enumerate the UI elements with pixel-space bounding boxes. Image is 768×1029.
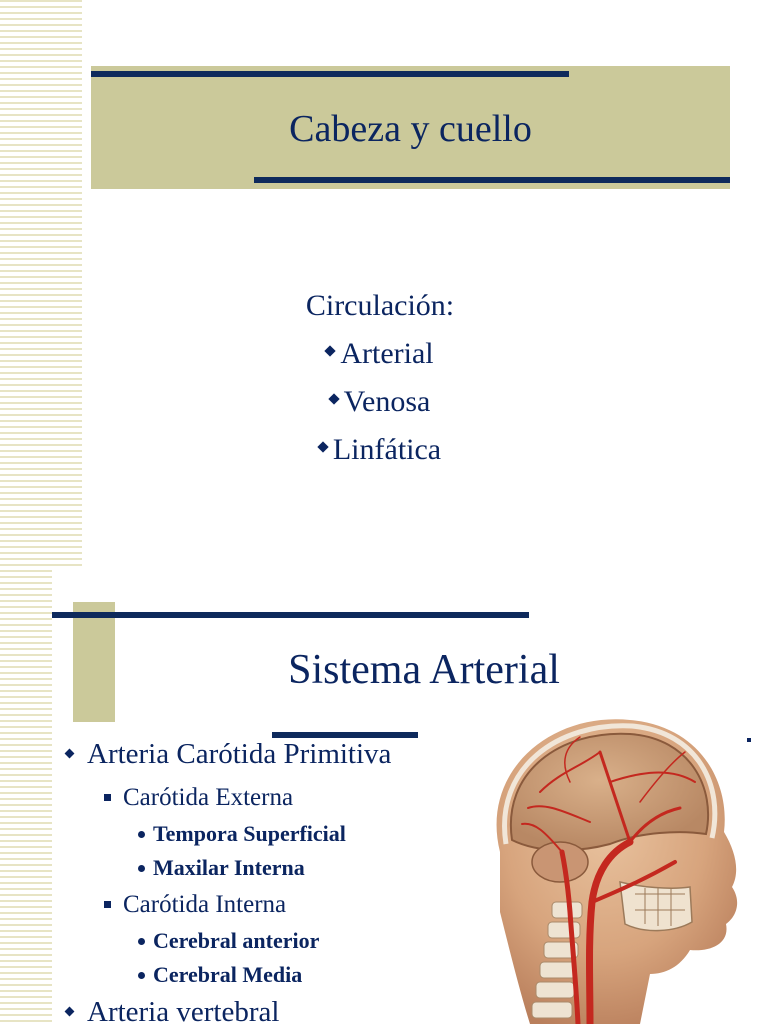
dot-bullet-icon <box>138 972 145 979</box>
head-neck-anatomy-image <box>440 712 760 1024</box>
outline-level1: Arteria Carótida Primitiva <box>66 738 391 771</box>
outline-level2: Carótida Interna <box>104 891 286 919</box>
dot-bullet-icon <box>138 938 145 945</box>
decorative-stripes <box>0 0 82 570</box>
list-item: Linfática <box>280 426 480 474</box>
outline-level3: Tempora Superficial <box>138 821 346 847</box>
circulation-list <box>280 282 480 474</box>
diamond-bullet-icon <box>328 393 339 404</box>
circulation-heading: Circulación: <box>305 289 455 322</box>
outline-level3: Cerebral anterior <box>138 928 319 954</box>
slide2-top-rule <box>52 612 529 618</box>
outline-level1: Arteria vertebral <box>66 996 279 1029</box>
slide2-title: Sistema Arterial <box>288 647 560 693</box>
outline-level3: Maxilar Interna <box>138 855 305 881</box>
bottom-rule <box>254 177 730 183</box>
list-item: Venosa <box>280 378 480 426</box>
square-bullet-icon <box>104 901 111 908</box>
diamond-bullet-icon <box>65 1007 75 1017</box>
outline-level3: Cerebral Media <box>138 962 302 988</box>
decorative-stripes-lower <box>0 570 52 1024</box>
top-rule <box>91 71 569 77</box>
diamond-bullet-icon <box>65 749 75 759</box>
outline-level2: Carótida Externa <box>104 784 293 812</box>
diamond-bullet-icon <box>325 345 336 356</box>
dot-bullet-icon <box>138 865 145 872</box>
slide-title: Cabeza y cuello <box>289 108 532 150</box>
slide2-accent-block <box>73 602 115 722</box>
square-bullet-icon <box>104 794 111 801</box>
list-item: Arterial <box>280 330 480 378</box>
diamond-bullet-icon <box>317 441 328 452</box>
dot-bullet-icon <box>138 831 145 838</box>
